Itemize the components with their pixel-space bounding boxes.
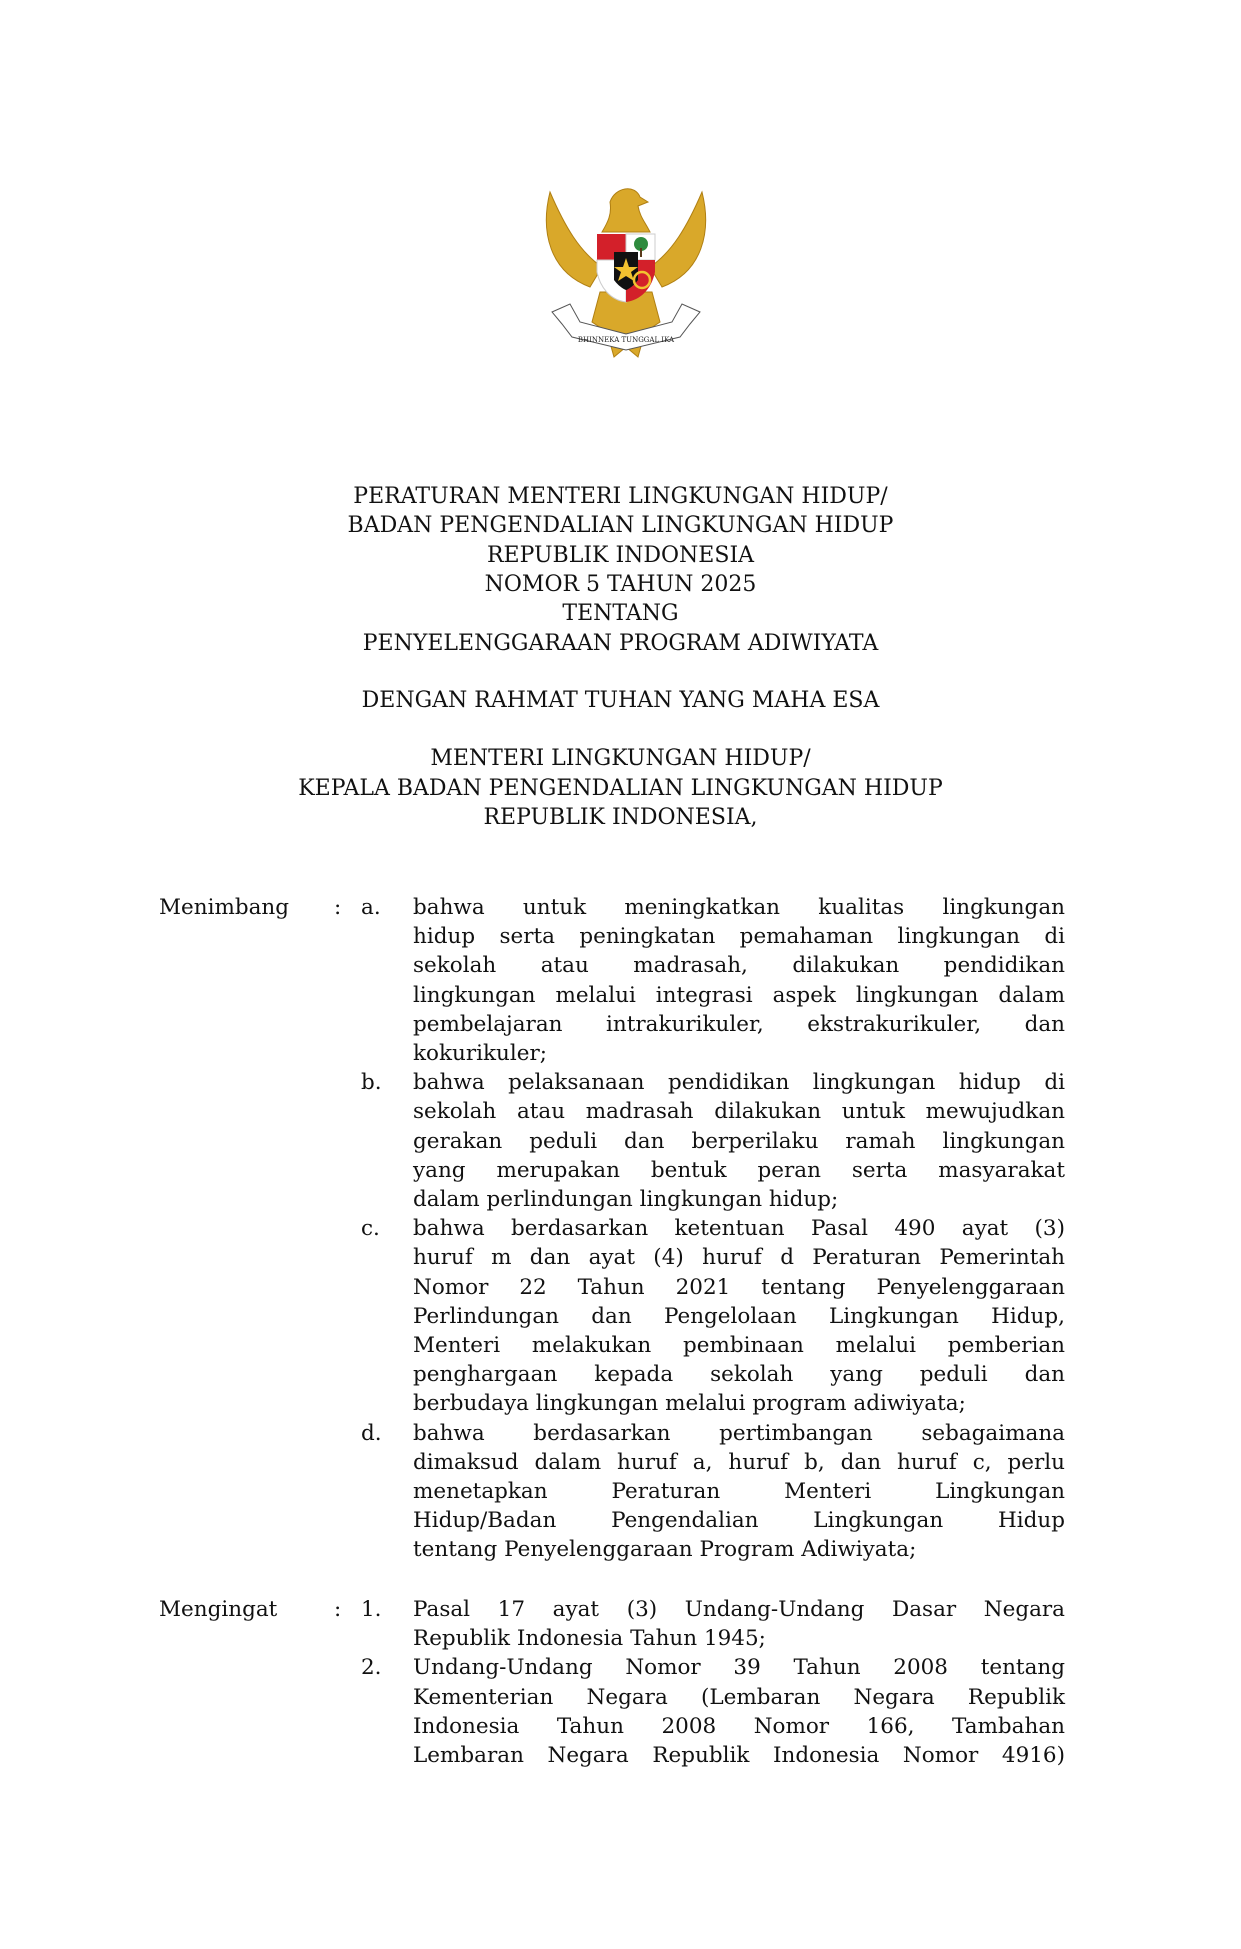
official-title-line: MENTERI LINGKUNGAN HIDUP/ bbox=[430, 746, 811, 771]
item-text-line: lingkungan melalui integrasi aspek lingkungan dalam bbox=[413, 982, 1065, 1008]
title-line: PENYELENGGARAAN PROGRAM ADIWIYATA bbox=[362, 631, 879, 656]
item-text-line: Perlindungan dan Pengelolaan Lingkungan Hidup, bbox=[413, 1303, 1065, 1329]
garuda-pancasila-emblem bbox=[540, 172, 712, 362]
official-title-line: REPUBLIK INDONESIA, bbox=[483, 805, 758, 830]
item-text-line: bahwa berdasarkan ketentuan Pasal 490 ayat (3) bbox=[413, 1216, 1065, 1242]
section-colon: : bbox=[334, 895, 342, 920]
title-line: BADAN PENGENDALIAN LINGKUNGAN HIDUP bbox=[347, 513, 894, 538]
item-marker: a. bbox=[361, 895, 381, 920]
item-marker: b. bbox=[361, 1070, 382, 1096]
item-text-line: Kementerian Negara (Lembaran Negara Republik bbox=[413, 1684, 1065, 1710]
section-colon: : bbox=[334, 1597, 342, 1622]
item-text-line: huruf m dan ayat (4) huruf d Peraturan Pemerintah bbox=[413, 1245, 1065, 1271]
item-text-line: penghargaan kepada sekolah yang peduli dan bbox=[413, 1362, 1065, 1388]
item-marker: 1. bbox=[361, 1597, 382, 1622]
item-text-line: sekolah atau madrasah dilakukan untuk mewujudkan bbox=[413, 1099, 1065, 1125]
item-text-line: tentang Penyelenggaraan Program Adiwiyata; bbox=[413, 1537, 917, 1563]
item-marker: 2. bbox=[361, 1655, 382, 1681]
item-marker: c. bbox=[361, 1216, 380, 1242]
section-label: Menimbang bbox=[159, 895, 290, 920]
title-line: NOMOR 5 TAHUN 2025 bbox=[484, 572, 757, 597]
item-text-line: bahwa untuk meningkatkan kualitas lingkungan bbox=[413, 895, 1065, 920]
item-text-line: Hidup/Badan Pengendalian Lingkungan Hidup bbox=[413, 1508, 1065, 1534]
item-text-line: Republik Indonesia Tahun 1945; bbox=[413, 1626, 766, 1652]
item-text-line: sekolah atau madrasah, dilakukan pendidikan bbox=[413, 953, 1065, 979]
item-text-line: bahwa berdasarkan pertimbangan sebagaimana bbox=[413, 1420, 1065, 1446]
title-line: TENTANG bbox=[562, 601, 679, 626]
item-text-line: dalam perlindungan lingkungan hidup; bbox=[413, 1187, 839, 1212]
item-text-line: Undang-Undang Nomor 39 Tahun 2008 tentang bbox=[413, 1655, 1065, 1681]
item-marker: d. bbox=[361, 1420, 382, 1446]
item-text-line: bahwa pelaksanaan pendidikan lingkungan hidup di bbox=[413, 1070, 1065, 1096]
item-text-line: Pasal 17 ayat (3) Undang-Undang Dasar Negara bbox=[413, 1597, 1065, 1622]
item-text-line: gerakan peduli dan berperilaku ramah lingkungan bbox=[413, 1128, 1065, 1154]
item-text-line: Indonesia Tahun 2008 Nomor 166, Tambahan bbox=[413, 1713, 1065, 1739]
preamble: DENGAN RAHMAT TUHAN YANG MAHA ESA bbox=[361, 688, 880, 713]
item-text-line: yang merupakan bentuk peran serta masyarakat bbox=[413, 1157, 1065, 1183]
title-line: REPUBLIK INDONESIA bbox=[486, 543, 755, 568]
title-line: PERATURAN MENTERI LINGKUNGAN HIDUP/ bbox=[353, 484, 888, 509]
official-title-line: KEPALA BADAN PENGENDALIAN LINGKUNGAN HIDUP bbox=[298, 776, 943, 801]
item-text-line: berbudaya lingkungan melalui program adiwiyata; bbox=[413, 1391, 966, 1417]
emblem-motto: BHINNEKA TUNGGAL IKA bbox=[577, 336, 675, 344]
item-text-line: Lembaran Negara Republik Indonesia Nomor 4916) bbox=[413, 1743, 1065, 1768]
item-text-line: dimaksud dalam huruf a, huruf b, dan huruf c, perlu bbox=[413, 1449, 1065, 1475]
item-text-line: pembelajaran intrakurikuler, ekstrakurikuler, dan bbox=[413, 1011, 1065, 1037]
item-text-line: hidup serta peningkatan pemahaman lingkungan di bbox=[413, 924, 1065, 950]
item-text-line: kokurikuler; bbox=[413, 1041, 547, 1066]
item-text-line: Nomor 22 Tahun 2021 tentang Penyelenggaraan bbox=[413, 1274, 1065, 1300]
item-text-line: Menteri melakukan pembinaan melalui pemberian bbox=[413, 1333, 1065, 1358]
section-label: Mengingat bbox=[159, 1597, 278, 1622]
item-text-line: menetapkan Peraturan Menteri Lingkungan bbox=[413, 1479, 1065, 1504]
